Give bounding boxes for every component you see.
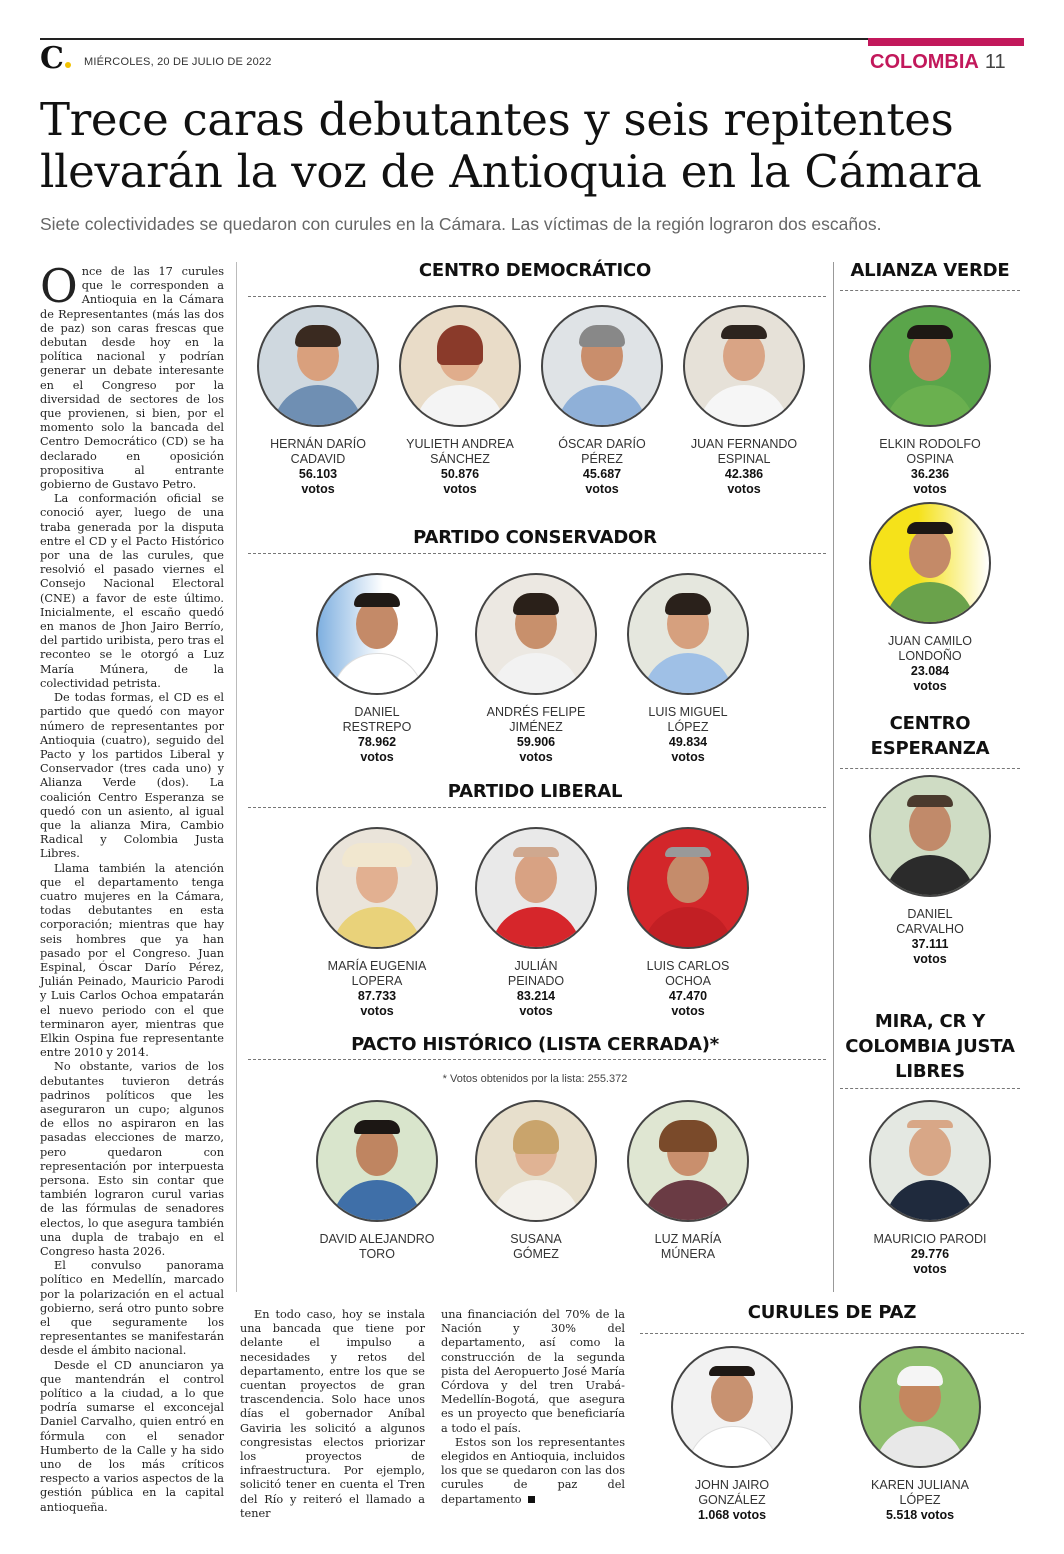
votes-label: votos (671, 1004, 705, 1018)
party-header-line: MIRA, CR Y (874, 1011, 986, 1032)
candidate-card (613, 1100, 763, 1262)
votes-label: votos (519, 1004, 553, 1018)
article-paragraph: En todo caso, hoy se instala una bancada que tiene por delante el impulso a necesidades y retos del departamento, entre los que se cuentan proyectos de gran trascendencia. Solo hace unos días el gobernador Aníbal Gaviria les solicitó a algunos congresistas electos priorizar los proyectos de infraestructura. Por ejemplo, solicitó tener en cuenta el Tren del Río y reiteró el llamado a tener (240, 1308, 425, 1520)
article-paragraph: Desde el CD anunciaron ya que mantendrán el control político a la ciudad, a lo que podría sumarse el exconcejal Daniel Carvalho, quien entró en fórmula con el senador Humberto de la Calle y ha sido uno de los más críticos respecto a varios aspectos de la gestión pública en la capital antioqueña. (40, 1358, 224, 1514)
headline (40, 94, 1020, 198)
candidate-name-line: JIMÉNEZ (509, 720, 563, 734)
divider-line (248, 807, 826, 808)
candidate-name-line: SÁNCHEZ (430, 452, 490, 466)
candidate-name-line: ELKIN RODOLFO (879, 437, 981, 451)
party-header-centro-esperanza (842, 711, 1018, 761)
candidate-name-line: LUIS CARLOS (646, 959, 730, 973)
candidate-photo (627, 573, 749, 695)
candidate-name-line: KAREN JULIANA (871, 1478, 969, 1492)
candidate-card (461, 1100, 611, 1262)
candidate-card (613, 573, 763, 765)
page-number: 11 (984, 51, 1006, 73)
candidate-card (657, 1346, 807, 1523)
article-paragraph: El convulso panorama político en Medellín, marcado por la polarización en el actual gobierno, será otro punto sobre el que seguramente los representantes se manifestarán desde el ámbito nacional. (40, 1259, 224, 1358)
party-header-line: ESPERANZA (870, 738, 990, 759)
candidate-name-line: LÓPEZ (899, 1493, 941, 1507)
candidate-votes: 78.962 (357, 735, 397, 749)
article-paragraph: una financiación del 70% de la Nación y 30% del departamento, así como la construcción de la segunda pista del Aeropuerto José María Córdova y del tren Urabá-Medellín-Bogotá, que asegura es un proyecto que beneficiaría a todo el país. (441, 1308, 625, 1435)
candidate-photo (627, 827, 749, 949)
votes-label: votos (913, 952, 947, 966)
subheadline: Siete colectividades se quedaron con curules en la Cámara. Las víctimas de la región lograron dos escaños. (40, 214, 882, 234)
divider-line (640, 1333, 1024, 1334)
candidate-name (302, 1232, 452, 1262)
candidate-card (669, 305, 819, 497)
candidate-name-line: LUZ MARÍA (654, 1232, 722, 1246)
candidate-photo (475, 1100, 597, 1222)
votes-label: votos (301, 482, 335, 496)
party-header-pacto-historico: PACTO HISTÓRICO (LISTA CERRADA)* (351, 1034, 719, 1055)
candidate-name (855, 907, 1005, 937)
headline-line-2: llevarán la voz de Antioquia en la Cámara (40, 145, 982, 198)
divider-line (248, 1059, 826, 1060)
newspaper-logo: C (40, 44, 71, 74)
candidate-votes: 23.084 (910, 664, 950, 678)
candidate-name-line: CARVALHO (896, 922, 964, 936)
candidate-photo (869, 305, 991, 427)
candidate-photo (316, 827, 438, 949)
candidate-votes: 5.518 votos (885, 1508, 955, 1522)
divider-line (248, 296, 826, 297)
candidate-name-line: PÉREZ (581, 452, 623, 466)
candidate-photo (671, 1346, 793, 1468)
divider-line (840, 1088, 1020, 1089)
party-header-partido-liberal: PARTIDO LIBERAL (447, 781, 623, 802)
candidate-votes: 42.386 (724, 467, 764, 481)
candidate-photo (399, 305, 521, 427)
column-divider (833, 262, 834, 1292)
section-label: COLOMBIA (870, 51, 979, 73)
candidate-name-line: JUAN FERNANDO (690, 437, 798, 451)
candidate-card (855, 502, 1005, 694)
candidate-name (613, 959, 763, 989)
candidate-photo (475, 827, 597, 949)
candidate-votes: 45.687 (582, 467, 622, 481)
party-header-line: COLOMBIA JUSTA (845, 1036, 1015, 1057)
candidate-votes: 1.068 votos (697, 1508, 767, 1522)
divider-line (840, 290, 1020, 291)
candidate-name (613, 705, 763, 735)
candidate-name-line: OCHOA (665, 974, 711, 988)
section-name (870, 51, 1006, 74)
candidate-name-line: YULIETH ANDREA (406, 437, 514, 451)
candidate-name-line: DANIEL (354, 705, 400, 719)
candidate-votes: 59.906 (516, 735, 556, 749)
candidate-name-line: PEINADO (507, 974, 565, 988)
drop-cap: O (40, 259, 78, 313)
candidate-name-line: DAVID ALEJANDRO (319, 1232, 435, 1246)
headline-line-1: Trece caras debutantes y seis repitentes (40, 93, 954, 146)
candidate-name (302, 959, 452, 989)
section-color-bar (868, 38, 1024, 46)
candidate-photo (316, 573, 438, 695)
article-paragraph: Llama también la atención que el departamento tenga cuatro mujeres en la Cámara, todas debutantes en esta corporación; mientras que hay seis hombres que ya han pasado por el Congreso. Juan Espinal, Óscar Darío Pérez, Julián Peinado, Mauricio Parodi y Luis Carlos Ochoa empatarán el nuevo periodo con el que terminaron ayer, mientras que Elkin Ospina fue representante entre 2010 y 2014. (40, 861, 224, 1060)
candidate-photo (541, 305, 663, 427)
candidate-photo (627, 1100, 749, 1222)
candidate-name-line: LOPERA (351, 974, 403, 988)
candidate-name (461, 705, 611, 735)
candidate-votes: 50.876 (440, 467, 480, 481)
candidate-name-line: OSPINA (906, 452, 954, 466)
divider-line (248, 553, 826, 554)
candidate-name-line: DANIEL (907, 907, 953, 921)
candidate-name (613, 1232, 763, 1262)
votes-label: votos (671, 750, 705, 764)
candidate-photo (869, 775, 991, 897)
paragraph-text: nce de las 17 curules que le corresponden a Antioquia en la Cámara de Representantes (más las dos de paz) son caras frescas que debutan desde hoy en la política nacional y podrían generar un debate interesante en el Congreso por la diversidad de sectores de los que provienen, si bien, por el momento solo la bancada del Centro Democrático (CD) se ha declarado en oposición propositiva al entrante gobierno de Gustavo Petro. (40, 265, 224, 492)
candidate-name-line: LUIS MIGUEL (648, 705, 728, 719)
candidate-name (385, 437, 535, 467)
votes-label: votos (913, 679, 947, 693)
candidate-name (669, 437, 819, 467)
issue-date: MIÉRCOLES, 20 DE JULIO DE 2022 (84, 56, 272, 68)
candidate-name-line: TORO (359, 1247, 395, 1261)
candidate-votes: 49.834 (668, 735, 708, 749)
paragraph-text: Estos son los representantes elegidos en Antioquia, incluidos los que se quedaron con las dos curules de paz del departamento (441, 1435, 625, 1506)
candidate-card (855, 1100, 1005, 1277)
article-column-3 (441, 1308, 625, 1507)
end-mark-icon (528, 1496, 535, 1503)
article-paragraph: De todas formas, el CD es el partido que quedó con mayor número de representantes por Antioquia (cuatro), seguido del Pacto y los partidos Liberal y Conservador (tres cada uno) y Alianza Verde (dos). La coalición Centro Esperanza se quedó con un asiento, al igual que la alianza Mira, Cambio Radical y Colombia Justa Libres. (40, 691, 224, 861)
candidate-votes: 47.470 (668, 989, 708, 1003)
candidate-name (657, 1478, 807, 1508)
candidate-name-line: MARÍA EUGENIA (327, 959, 427, 973)
party-header-curules-de-paz: CURULES DE PAZ (747, 1302, 917, 1323)
candidate-name-line: CADAVID (290, 452, 346, 466)
candidate-name-line: JULIÁN (514, 959, 558, 973)
candidate-name (855, 1232, 1005, 1247)
candidate-card (461, 573, 611, 765)
candidate-card (845, 1346, 995, 1523)
candidate-photo (869, 1100, 991, 1222)
article-paragraph (40, 259, 224, 492)
candidate-photo (316, 1100, 438, 1222)
article-paragraph: La conformación oficial se conoció ayer, luego de una traba generada por la disputa entre el CD y el Pacto Histórico por una de las curules, que resolvió el pasado viernes el Consejo Nacional Electoral (CNE) a favor de este último. Inicialmente, el escaño quedó en manos de Jhon Jairo Berrío, del partido uribista, pero tras el reconteo se le otorgó a Luz María Múnera, de la colectividad petrista. (40, 492, 224, 690)
votes-label: votos (913, 482, 947, 496)
article-column-2 (240, 1308, 425, 1521)
candidate-name-line: MÚNERA (660, 1247, 716, 1261)
article-paragraph (441, 1436, 625, 1507)
list-votes-note: * Votos obtenidos por la lista: 255.372 (442, 1073, 628, 1085)
candidate-card (385, 305, 535, 497)
candidate-name-line: GÓMEZ (513, 1247, 559, 1261)
article-column-1 (40, 259, 224, 1515)
votes-label: votos (727, 482, 761, 496)
candidate-name (302, 705, 452, 735)
candidate-card (461, 827, 611, 1019)
candidate-card (302, 827, 452, 1019)
party-header-mira-cr (842, 1009, 1018, 1084)
candidate-name-line: ANDRÉS FELIPE (486, 705, 586, 719)
column-divider (236, 262, 237, 1292)
votes-label: votos (585, 482, 619, 496)
candidate-name (527, 437, 677, 467)
candidate-votes: 29.776 (910, 1247, 950, 1261)
candidate-name-line: HERNÁN DARÍO (270, 437, 366, 451)
candidate-card (302, 573, 452, 765)
candidate-name-line: JUAN CAMILO (887, 634, 973, 648)
candidate-photo (257, 305, 379, 427)
candidate-name-line: GONZÁLEZ (698, 1493, 766, 1507)
party-header-centro-democratico: CENTRO DEMOCRÁTICO (418, 260, 652, 281)
votes-label: votos (519, 750, 553, 764)
candidate-name (855, 634, 1005, 664)
candidate-card (527, 305, 677, 497)
article-paragraph: No obstante, varios de los debutantes tuvieron detrás padrinos políticos que les aseguraron un cupo; algunos de ellos no aspiraron en las pasadas elecciones de marzo, pero quedaron con representación por interpuesta persona. Esto sin contar que también lograron curul varias de las fórmulas de senadores electos, lo que asegura también una dupla de trabajo en el Congreso hasta 2026. (40, 1060, 224, 1259)
votes-label: votos (443, 482, 477, 496)
candidate-votes: 83.214 (516, 989, 556, 1003)
candidate-card (243, 305, 393, 497)
candidate-name-line: LÓPEZ (667, 720, 709, 734)
candidate-name-line: RESTREPO (342, 720, 412, 734)
candidate-card (855, 775, 1005, 967)
candidate-name (243, 437, 393, 467)
candidate-photo (475, 573, 597, 695)
candidate-photo (859, 1346, 981, 1468)
candidate-votes: 56.103 (298, 467, 338, 481)
logo-dot (65, 62, 71, 68)
candidate-name (461, 1232, 611, 1262)
candidate-card (855, 305, 1005, 497)
candidate-name (855, 437, 1005, 467)
votes-label: votos (913, 1262, 947, 1276)
candidate-name-line: JOHN JAIRO (694, 1478, 770, 1492)
party-header-partido-conservador: PARTIDO CONSERVADOR (413, 527, 657, 548)
candidate-name-line: MAURICIO PARODI (873, 1232, 987, 1246)
divider-line (840, 768, 1020, 769)
candidate-votes: 37.111 (911, 937, 949, 951)
party-header-line: CENTRO (889, 713, 971, 734)
votes-label: votos (360, 1004, 394, 1018)
candidate-card (613, 827, 763, 1019)
candidate-votes: 87.733 (357, 989, 397, 1003)
candidate-photo (869, 502, 991, 624)
candidate-card (302, 1100, 452, 1262)
votes-label: votos (360, 750, 394, 764)
candidate-name-line: ÓSCAR DARÍO (558, 437, 646, 451)
candidate-name (845, 1478, 995, 1508)
candidate-name-line: LONDOÑO (898, 649, 962, 663)
party-header-line: LIBRES (895, 1061, 965, 1082)
candidate-votes: 36.236 (910, 467, 950, 481)
candidate-name-line: SUSANA (510, 1232, 562, 1246)
candidate-name-line: ESPINAL (717, 452, 771, 466)
candidate-name (461, 959, 611, 989)
party-header-alianza-verde: ALIANZA VERDE (850, 260, 1010, 281)
candidate-photo (683, 305, 805, 427)
